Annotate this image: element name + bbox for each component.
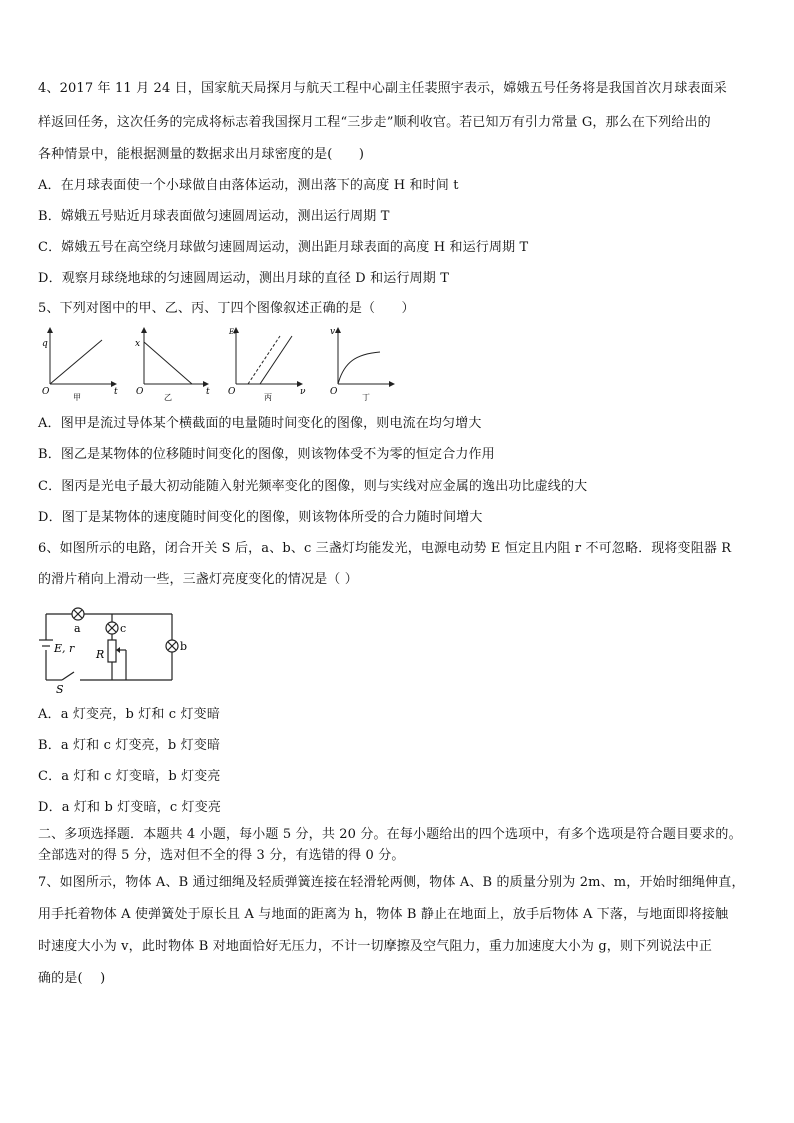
graph-ding-caption: 丁 [362,393,370,402]
lamp-c-icon [106,622,118,634]
graph-jia-caption: 甲 [73,393,81,402]
graph-yi-origin: O [136,387,144,397]
lamp-b-label: b [180,640,188,653]
graph-jia [42,328,118,402]
q6-stem-line-1: 6、如图所示的电路，闭合开关 S 后，a、b、c 三盏灯均能发光，电源电动势 E 恒定且内阻 r 不可忽略．现将变阻器 R [38,541,732,556]
graph-ding-origin: O [330,387,338,397]
q5-option-d: D．图丁是某物体的速度随时间变化的图像，则该物体所受的合力随时间增大 [38,510,483,525]
q4-option-c: C．嫦娥五号在高空绕月球做匀速圆周运动，测出距月球表面的高度 H 和运行周期 T [38,240,529,255]
q4-stem-line-1: 4、2017 年 11 月 24 日，国家航天局探月与航天工程中心副主任裴照宇表示，嫦娥五号任务将是我国首次月球表面采 [38,81,727,96]
graph-bing-origin: O [228,387,236,397]
graph-bing-caption: 丙 [264,393,272,402]
graph-yi-xlabel: t [206,387,210,397]
section2-heading-line-1: 二、多项选择题．本题共 4 小题，每小题 5 分，共 20 分。在每小题给出的四个选项中，有多个选项是符合题目要求的。 [38,827,742,842]
q6-stem-line-2: 的滑片稍向上滑动一些，三盏灯亮度变化的情况是（ ） [38,572,358,587]
graph-yi-caption: 乙 [164,393,172,402]
q5-option-a: A．图甲是流过导体某个横截面的电量随时间变化的图像，则电流在均匀增大 [38,416,482,431]
q7-stem-line-4: 确的是( ) [38,971,106,986]
graph-bing-xlabel: ν [300,387,306,397]
q4-option-a: A．在月球表面使一个小球做自由落体运动，测出落下的高度 H 和时间 t [38,178,459,193]
q4-option-d: D．观察月球绕地球的匀速圆周运动，测出月球的直径 D 和运行周期 T [38,271,450,286]
source-label: E, r [54,642,75,655]
graph-ding [330,327,394,402]
q6-option-a: A．a 灯变亮，b 灯和 c 灯变暗 [38,707,220,722]
q6-option-b: B．a 灯和 c 灯变亮，b 灯变暗 [38,738,221,753]
q6-option-c: C．a 灯和 c 灯变暗，b 灯变亮 [38,769,221,784]
graph-jia-origin: O [42,387,50,397]
q5-option-c: C．图丙是光电子最大初动能随入射光频率变化的图像，则与实线对应金属的逸出功比虚线的大 [38,479,588,494]
lamp-b-icon [166,640,178,652]
q5-option-b: B．图乙是某物体的位移随时间变化的图像，则该物体受不为零的恒定合力作用 [38,447,495,462]
graph-bing-ylabel: Eₖ [229,328,237,336]
q5-stem: 5、下列对图中的甲、乙、丙、丁四个图像叙述正确的是（ ） [38,301,415,316]
q4-option-b: B．嫦娥五号贴近月球表面做匀速圆周运动，测出运行周期 T [38,209,390,224]
q4-stem-line-3: 各种情景中，能根据测量的数据求出月球密度的是( ) [38,147,365,162]
graph-yi [135,328,210,402]
q5-graphs-figure [36,322,396,402]
section2-heading-line-2: 全部选对的得 5 分，选对但不全的得 3 分，有选错的得 0 分。 [38,848,405,863]
q7-stem-line-1: 7、如图所示，物体 A、B 通过细绳及轻质弹簧连接在轻滑轮两侧，物体 A、B 的质量分别为 2m、m，开始时细绳伸直， [38,875,745,890]
q4-stem-line-2: 样返回任务，这次任务的完成将标志着我国探月工程“三步走”顺利收官。若已知万有引力常量 G，那么在下列给出的 [38,115,711,130]
graph-jia-ylabel: q [42,339,48,349]
lamp-c-label: c [120,622,127,635]
rheostat-label: R [96,648,105,661]
graph-yi-ylabel: x [135,339,141,349]
lamp-a-icon [72,608,84,620]
q6-circuit-diagram [36,600,196,696]
q7-stem-line-3: 时速度大小为 v，此时物体 B 对地面恰好无压力，不计一切摩擦及空气阻力，重力加速度大小为 g，则下列说法中正 [38,939,712,954]
graph-jia-xlabel: t [114,387,118,397]
graph-ding-ylabel: v [330,327,336,337]
switch-label: S [56,683,64,696]
lamp-a-label: a [74,622,81,635]
q7-stem-line-2: 用手托着物体 A 使弹簧处于原长且 A 与地面的距离为 h，物体 B 静止在地面上，放手后物体 A 下落，与地面即将接触 [38,907,729,922]
graph-bing [228,328,306,402]
q6-option-d: D．a 灯和 b 灯变暗，c 灯变亮 [38,800,222,815]
